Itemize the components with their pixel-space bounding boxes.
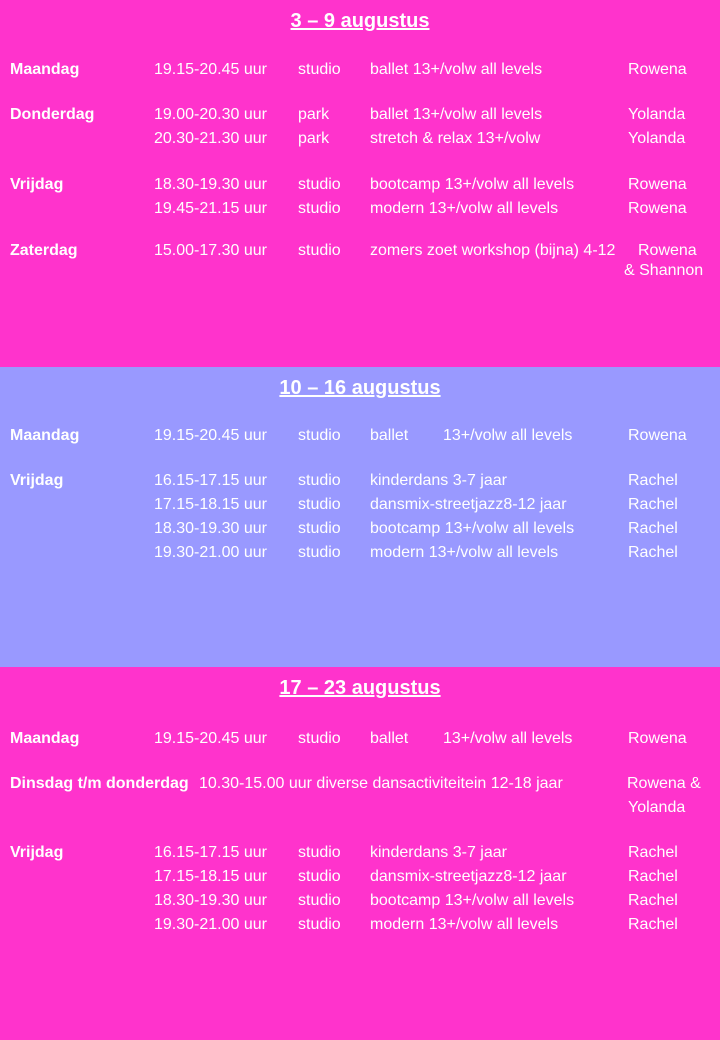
row-time: 19.15-20.45 uur (154, 61, 267, 78)
row-combined-line: 10.30-15.00 uur diverse dansactiviteitein 12-18 jaar (199, 775, 563, 792)
row-teacher: Rachel (628, 472, 678, 489)
row-teacher: Rowena (628, 730, 687, 747)
row-time: 16.15-17.15 uur (154, 844, 267, 861)
row-teacher: Rowena (628, 61, 687, 78)
row-class: kinderdans 3-7 jaar (370, 844, 507, 861)
row-class: bootcamp 13+/volw all levels (370, 520, 575, 537)
row-time: 15.00-17.30 uur (154, 242, 267, 259)
row-teacher: Rowena & (627, 775, 701, 792)
row-class: kinderdans 3-7 jaar (370, 472, 507, 489)
row-location: studio (298, 200, 341, 217)
week-title: 10 – 16 augustus (279, 377, 441, 399)
row-teacher-second: Yolanda (628, 799, 686, 816)
row-teacher: Rachel (628, 892, 678, 909)
row-class: stretch & relax 13+/volw (370, 130, 541, 147)
row-location: park (298, 106, 330, 123)
week-section-3 (0, 667, 720, 1040)
row-location: studio (298, 868, 341, 885)
row-time: 16.15-17.15 uur (154, 472, 267, 489)
row-location: studio (298, 544, 341, 561)
row-teacher: Rachel (628, 844, 678, 861)
row-class: modern 13+/volw all levels (370, 544, 559, 561)
row-day: Vrijdag (10, 844, 64, 861)
row-day: Maandag (10, 61, 80, 78)
row-class: ballet (370, 427, 409, 444)
row-time: 19.15-20.45 uur (154, 427, 267, 444)
row-teacher: Rowena (638, 242, 697, 259)
week-title: 3 – 9 augustus (290, 10, 430, 32)
row-location: studio (298, 844, 341, 861)
row-location: studio (298, 520, 341, 537)
row-class: dansmix-streetjazz8-12 jaar (370, 868, 567, 885)
row-class: ballet 13+/volw all levels (370, 106, 543, 123)
row-day: Zaterdag (10, 242, 78, 259)
row-time: 18.30-19.30 uur (154, 176, 267, 193)
row-time: 18.30-19.30 uur (154, 520, 267, 537)
row-teacher: Rowena (628, 200, 687, 217)
row-time: 19.30-21.00 uur (154, 916, 267, 933)
row-location: studio (298, 472, 341, 489)
row-location: studio (298, 176, 341, 193)
row-teacher: Rowena (628, 427, 687, 444)
row-time: 18.30-19.30 uur (154, 892, 267, 909)
row-time: 17.15-18.15 uur (154, 496, 267, 513)
row-class: modern 13+/volw all levels (370, 916, 559, 933)
row-location: studio (298, 916, 341, 933)
row-day: Donderdag (10, 106, 95, 123)
row-class: bootcamp 13+/volw all levels (370, 892, 575, 909)
row-teacher: Yolanda (628, 106, 686, 123)
row-class-level: 13+/volw all levels (443, 427, 573, 444)
row-location: park (298, 130, 330, 147)
row-time: 19.15-20.45 uur (154, 730, 267, 747)
row-location: studio (298, 61, 341, 78)
week-section-1 (0, 0, 720, 367)
row-time: 19.30-21.00 uur (154, 544, 267, 561)
week-title: 17 – 23 augustus (279, 677, 441, 699)
row-location: studio (298, 496, 341, 513)
row-time: 17.15-18.15 uur (154, 868, 267, 885)
row-time: 20.30-21.30 uur (154, 130, 267, 147)
row-location: studio (298, 730, 341, 747)
row-day: Dinsdag t/m donderdag (10, 775, 189, 792)
row-time: 19.45-21.15 uur (154, 200, 267, 217)
row-class: zomers zoet workshop (bijna) 4-12 (370, 242, 616, 259)
row-class: modern 13+/volw all levels (370, 200, 559, 217)
row-class: bootcamp 13+/volw all levels (370, 176, 575, 193)
row-teacher: Rachel (628, 868, 678, 885)
row-location: studio (298, 427, 341, 444)
row-time: 19.00-20.30 uur (154, 106, 267, 123)
row-teacher: Rachel (628, 916, 678, 933)
row-class-level: 13+/volw all levels (443, 730, 573, 747)
row-class: ballet 13+/volw all levels (370, 61, 543, 78)
row-day: Maandag (10, 730, 80, 747)
row-teacher: Rowena (628, 176, 687, 193)
row-teacher-second: & Shannon (624, 262, 704, 279)
row-day: Vrijdag (10, 176, 64, 193)
row-teacher: Rachel (628, 496, 678, 513)
row-teacher: Yolanda (628, 130, 686, 147)
row-day: Vrijdag (10, 472, 64, 489)
row-location: studio (298, 242, 341, 259)
week-section-2 (0, 367, 720, 667)
row-teacher: Rachel (628, 544, 678, 561)
row-day: Maandag (10, 427, 80, 444)
row-class: dansmix-streetjazz8-12 jaar (370, 496, 567, 513)
row-teacher: Rachel (628, 520, 678, 537)
row-location: studio (298, 892, 341, 909)
row-class: ballet (370, 730, 409, 747)
